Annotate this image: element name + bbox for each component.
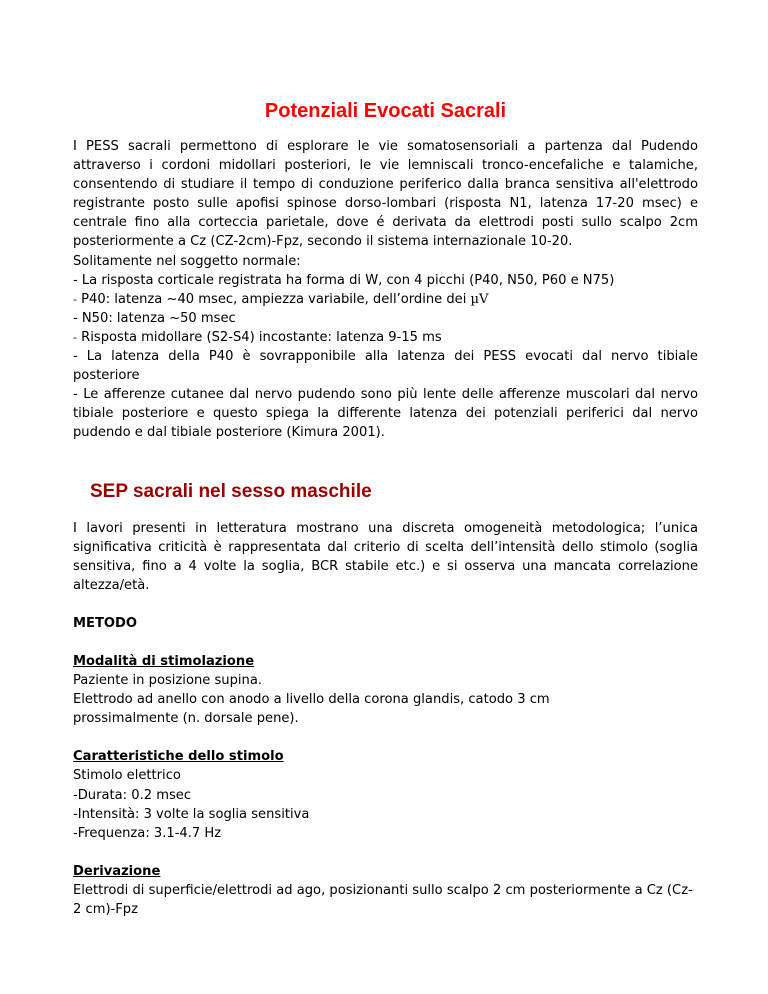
stimulation-block <box>73 652 698 728</box>
intro-block <box>73 137 698 443</box>
stimulus-block <box>73 747 698 842</box>
method-label: METODO <box>73 615 138 631</box>
list-item-text: Risposta midollare (S2-S4) incostante: latenza 9-15 ms <box>76 329 442 345</box>
derivation-line: Elettrodi di superficie/elettrodi ad ago, posizionanti sullo scalpo 2 cm posteriormente a Cz (Cz-2 cm)-Fpz <box>73 882 693 917</box>
list-item: - N50: latenza ~50 msec <box>73 310 236 326</box>
list-item <box>73 328 698 347</box>
intro-paragraph: I PESS sacrali permettono di esplorare le vie somatosensoriali a partenza dal Pudendo attraverso i cordoni midollari posteriori, le vie lemniscali tronco-encefaliche e talamiche, consentendo di studiare il tempo di conduzione periferico dalla branca sensitiva all'elettrodo registrante posto sulle apofisi spinose dorso-lombari (risposta N1, latenza 17-20 msec) e centrale fino alla corteccia parietale, dove é derivata da elettrodi posti sullo scalpo 2cm posteriormente a Cz (CZ-2cm)-Fpz, secondo il sistema internazionale 10-20. <box>73 139 698 250</box>
stimulus-line: -Durata: 0.2 msec <box>73 787 192 803</box>
derivation-block <box>73 862 698 919</box>
normal-subject-heading: Solitamente nel soggetto normale: <box>73 253 301 269</box>
derivation-label: Derivazione <box>73 863 161 879</box>
section-title: SEP sacrali nel sesso maschile <box>90 480 372 502</box>
stimulation-line: Paziente in posizione supina. <box>73 673 263 689</box>
list-dash: - <box>73 330 77 344</box>
list-dash: - <box>73 292 77 306</box>
list-item: - Le afferenze cutanee dal nervo pudendo sono più lente delle afferenze muscolari dal nervo tibiale posteriore e questo spiega la differente latenza dei potenziali periferici dal nervo pudendo e dal tibiale posteriore (Kimura 2001). <box>73 387 698 441</box>
stimulus-label: Caratteristiche dello stimolo <box>73 749 284 765</box>
document-page <box>73 0 698 919</box>
list-item: - La latenza della P40 è sovrapponibile alla latenza dei PESS evocati dal nervo tibiale posteriore <box>73 349 698 384</box>
stimulation-line: Elettrodo ad anello con anodo a livello della corona glandis, catodo 3 cm prossimalmente (n. dorsale pene). <box>73 692 550 727</box>
stimulus-line: -Intensità: 3 volte la soglia sensitiva <box>73 806 310 822</box>
list-item-text: P40: latenza ~40 msec, ampiezza variabile, dell’ordine dei <box>76 291 471 307</box>
list-item: - La risposta corticale registrata ha forma di W, con 4 picchi (P40, N50, P60 e N75) <box>73 272 615 288</box>
stimulation-label: Modalità di stimolazione <box>73 653 255 669</box>
unit-microvolt: µV <box>470 291 489 307</box>
stimulus-line: -Frequenza: 3.1-4.7 Hz <box>73 825 222 841</box>
stimulus-line: Stimolo elettrico <box>73 768 181 784</box>
list-item <box>73 290 698 309</box>
section-paragraph: I lavori presenti in letteratura mostrano una discreta omogeneità metodologica; l’unica significativa criticità è rappresentata dal criterio di scelta dell’intensità dello stimolo (soglia sensitiva, fino a 4 volte la soglia, BCR stabile etc.) e si osserva una mancata correlazione altezza/età. <box>73 520 698 593</box>
document-title: Potenziali Evocati Sacrali <box>264 100 507 122</box>
